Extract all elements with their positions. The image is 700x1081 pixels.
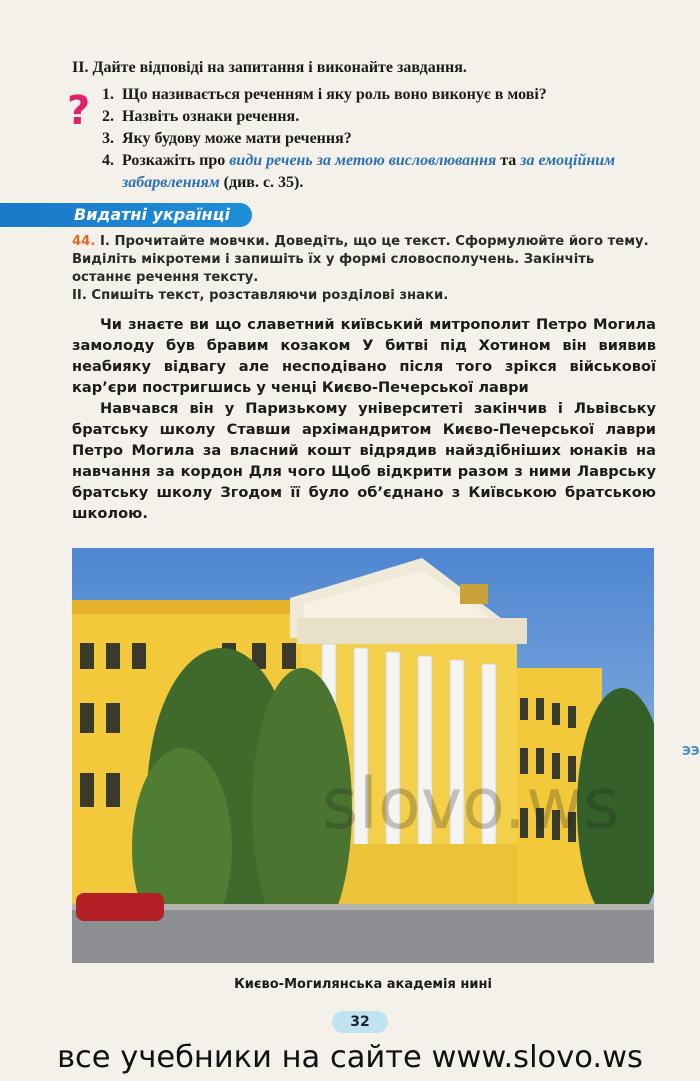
question-item: 2. Назвіть ознаки речення. bbox=[102, 108, 300, 125]
task-instruction-2: ІІ. Спишіть текст, розставляючи розділові знаки. bbox=[72, 288, 449, 303]
task-number: 44. bbox=[72, 234, 96, 249]
exercise-paragraph-2: Навчався він у Паризькому університеті закінчив і Львівську братську школу Ставши архімандритом Києво-Печерської лаври Петро Могила за власний кошт відрядив найздібніших юнаків на навчання за кордон Для чого Щоб відкрити разом з ними Лаврську братську школу Згодом її було об’єднано з Київською братською школою. bbox=[72, 400, 656, 522]
questions-list bbox=[102, 84, 672, 194]
term-sentence-purpose: види речень за метою висловлювання bbox=[229, 152, 497, 169]
edge-mark: ЭЭ bbox=[682, 744, 700, 758]
section-banner bbox=[0, 203, 252, 227]
page-number: 32 bbox=[332, 1011, 388, 1033]
questions-heading: ІІ. Дайте відповіді на запитання і виконайте завдання. bbox=[72, 59, 467, 76]
academy-photo bbox=[72, 548, 654, 963]
question-item: 1. Що називається реченням і яку роль воно виконує в мові? bbox=[102, 86, 547, 103]
task-44 bbox=[72, 233, 656, 305]
question-mark-icon: ? bbox=[67, 88, 91, 134]
question-item: 4. Розкажіть про види речень за метою висловлювання та за емоційним забарвленням (див. с. 35). bbox=[102, 152, 616, 191]
photo-caption: Києво-Могилянська академія нині bbox=[234, 977, 492, 992]
term-emotional-coloring: за емоційним забарвленням bbox=[122, 152, 616, 191]
photo-watermark: slovo.ws bbox=[322, 763, 620, 845]
questions-section bbox=[67, 58, 672, 194]
exercise-paragraph-1: Чи знаєте ви що славетний київський митрополит Петро Могила замолоду був бравим козаком У битві під Хотином він виявив неабияку відвагу але несподівано після того зрікся військової кар’єри постригшись у ченці Києво-Печерської лаври bbox=[72, 316, 656, 396]
question-item: 3. Яку будову може мати речення? bbox=[102, 130, 352, 147]
exercise-text bbox=[72, 314, 656, 524]
task-instruction-1: 44. І. Прочитайте мовчки. Доведіть, що це текст. Сформулюйте його тему. Виділіть мікротеми і запишіть їх у формі словосполучень. Закінчіть останнє речення тексту. bbox=[72, 234, 649, 285]
section-banner-label: Видатні українці bbox=[74, 205, 230, 224]
footer-site-text: все учебники на сайте www.slovo.ws bbox=[57, 1040, 643, 1075]
